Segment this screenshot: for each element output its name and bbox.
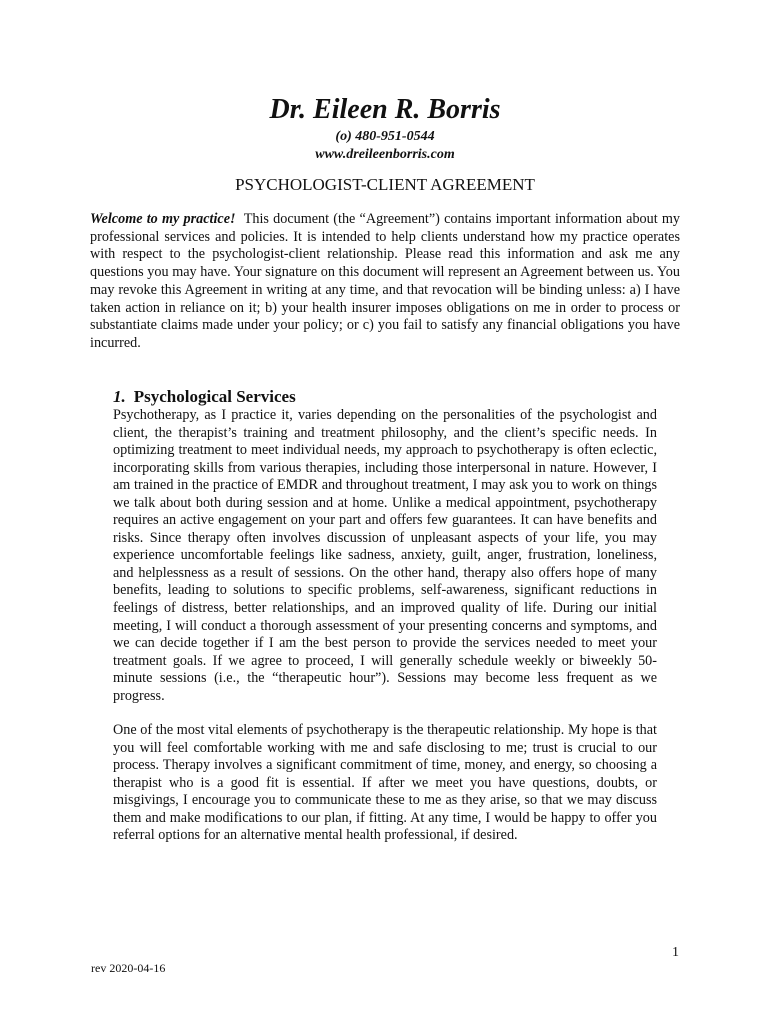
website-link: www.dreileenborris.com (315, 147, 455, 162)
doctor-name: Dr. Eileen R. Borris (269, 94, 501, 125)
letterhead (0, 92, 770, 164)
intro-paragraph (90, 211, 680, 353)
intro-lead: Welcome to my practice! (90, 211, 236, 227)
section-paragraph: One of the most vital elements of psychotherapy is the therapeutic relationship. My hope is that you will feel comfortable working with me and safe disclosing to me; trust is crucial to our process. Therapy involves a significant commitment of time, money, and energy, so choosing a therapist who is a good fit is essential. If after we meet you have questions, doubts, or misgivings, I encourage you to communicate these to me as they arise, so that we may discuss them and make modifications to our plan, if fitting. At any time, I would be happy to offer you referral options for an alternative mental health professional, if desired. (113, 722, 657, 844)
section-number: 1. (113, 387, 126, 406)
section-title: Psychological Services (133, 387, 296, 406)
phone-number: (o) 480-951-0544 (335, 129, 435, 144)
page-number: 1 (672, 945, 679, 960)
section-paragraph: Psychotherapy, as I practice it, varies depending on the personalities of the psychologist and client, the therapist’s training and treatment philosophy, and the client’s specific needs. In optimizing treatment to meet individual needs, my approach to psychotherapy is often eclectic, incorporating skills from various therapies, including those interpersonal in nature. However, I am trained in the practice of EMDR and throughout treatment, I may ask you to work on things we talk about both during session and at home. Unlike a medical appointment, psychotherapy requires an active engagement on your part and offers few guarantees. It can have benefits and risks. Since therapy often involves discussion of unpleasant aspects of your life, you may experience uncomfortable feelings like sadness, anxiety, guilt, anger, frustration, loneliness, and helplessness as a result of sessions. On the other hand, therapy also offers hope of many benefits, leading to solutions to specific problems, self-awareness, significant reductions in feelings of distress, better relationships, and an improved quality of life. During our initial meeting, I will conduct a thorough assessment of your presenting concerns and symptoms, and we can decide together if I am the best person to provide the services needed to meet your treatment goals. If we agree to proceed, I will generally schedule weekly or biweekly 50-minute sessions (i.e., the “therapeutic hour”). Sessions may become less frequent as we progress. (113, 407, 657, 704)
document-title: PSYCHOLOGIST-CLIENT AGREEMENT (235, 175, 535, 194)
revision-date: rev 2020-04-16 (91, 961, 166, 975)
intro-text: This document (the “Agreement”) contains important information about my professional services and policies. It is intended to help clients understand how my practice operates with respect to the psychologist-client relationship. Please read this information and ask me any questions you may have. Your signature on this document will represent an Agreement between us. You may revoke this Agreement in writing at any time, and that revocation will be binding unless: a) I have taken action in reliance on it; b) your health insurer imposes obligations on me in order to process or substantiate claims made under your policy; or c) you fail to satisfy any financial obligations you have incurred. (90, 211, 681, 351)
section-heading (113, 386, 296, 408)
